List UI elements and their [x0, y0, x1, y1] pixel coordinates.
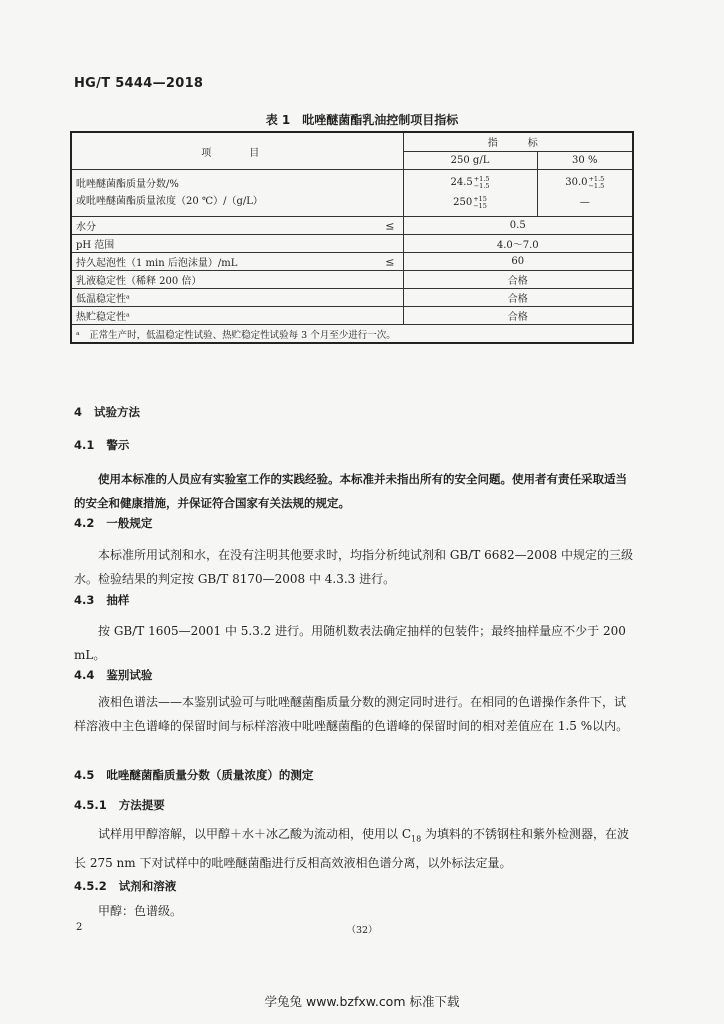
- section-4-2-text: 本标准所用试剂和水，在没有注明其他要求时，均指分析纯试剂和 GB/T 6682—2008 中规定的三级水。检验结果的判定按 GB/T 8170—2008 中 4.3.3 进行。: [74, 548, 633, 586]
- col-item-header: 项 目: [71, 132, 403, 170]
- table-row: [71, 170, 633, 217]
- table-row: 乳液稳定性（稀释 200 倍） 合格: [71, 271, 633, 289]
- page-number: 2: [76, 922, 83, 933]
- section-4-5-1-heading: 4.5.1 方法提要: [74, 798, 165, 812]
- table-row: 低温稳定性ᵃ 合格: [71, 289, 633, 307]
- section-4-2-heading: 4.2 一般规定: [74, 516, 153, 530]
- row1-30-b: —: [579, 197, 590, 208]
- table-row: 水分 ≤ 0.5: [71, 217, 633, 235]
- table-footnote: ᵃ 正常生产时，低温稳定性试验、热贮稳定性试验每 3 个月至少进行一次。: [71, 325, 633, 344]
- standard-code: HG/T 5444—2018: [74, 76, 204, 91]
- section-4-5-heading: 4.5 吡唑醚菌酯质量分数（质量浓度）的测定: [74, 768, 314, 782]
- col-index-header: 指 标: [403, 132, 633, 151]
- section-4-5-2-text: 甲醇：色谱级。: [98, 904, 183, 918]
- section-4-5-1-text: 试样用甲醇溶解，以甲醇＋水＋冰乙酸为流动相，使用以 $C_{18}$ 为填料的不锈钢柱和紫外检测器，在波长 275 nm 下对试样中的吡唑醚菌酯进行反相高效液相色谱分离，以外标法定量。: [74, 827, 630, 871]
- row1-label-a: 吡唑醚菌酯质量分数/%: [76, 179, 179, 190]
- section-4-1-text: 使用本标准的人员应有实验室工作的实践经验。本标准并未指出所有的安全问题。使用者有责任采取适当的安全和健康措施，并保证符合国家有关法规的规定。: [74, 472, 627, 510]
- col-250-header: 250 g/L: [403, 151, 537, 170]
- section-4-3-heading: 4.3 抽样: [74, 593, 130, 607]
- section-4-4-heading: 4.4 鉴别试验: [74, 668, 153, 682]
- table-row: 持久起泡性（1 min 后泡沫量）/mL ≤ 60: [71, 253, 633, 271]
- section-4-1-heading: 4.1 警示: [74, 438, 130, 452]
- row1-label-b: 或吡唑醚菌酯质量浓度（20 ℃）/（g/L）: [76, 196, 263, 207]
- table-row: pH 范围 4.0～7.0: [71, 235, 633, 253]
- section-4-4-text: 液相色谱法——本鉴别试验可与吡唑醚菌酯质量分数的测定同时进行。在相同的色谱操作条件下，试样溶液中主色谱峰的保留时间与标样溶液中吡唑醚菌酯的色谱峰的保留时间的相对差值应在 1.5 %以内。: [74, 695, 629, 733]
- row1-250-a: 24.5 +1.5 −1.5: [450, 174, 490, 190]
- row1-250-b: 250 +15 −15: [453, 194, 487, 210]
- section-4-3-text: 按 GB/T 1605—2001 中 5.3.2 进行。用随机数表法确定抽样的包装件；最终抽样量应不少于 200 mL。: [74, 624, 626, 662]
- watermark-text: 学兔兔 www.bzfxw.com 标准下载: [264, 994, 460, 1009]
- section-4-5-2-heading: 4.5.2 试剂和溶液: [74, 879, 177, 893]
- col-30-header: 30 %: [537, 151, 633, 170]
- row1-30-a: 30.0 +1.5 −1.5: [565, 174, 605, 190]
- section-4-heading: 4 试验方法: [74, 405, 141, 419]
- spec-table: [70, 131, 634, 344]
- page-number-center: （32）: [346, 925, 378, 936]
- table-title: 表 1 吡唑醚菌酯乳油控制项目指标: [265, 113, 459, 127]
- table-row: 热贮稳定性ᵃ 合格: [71, 307, 633, 325]
